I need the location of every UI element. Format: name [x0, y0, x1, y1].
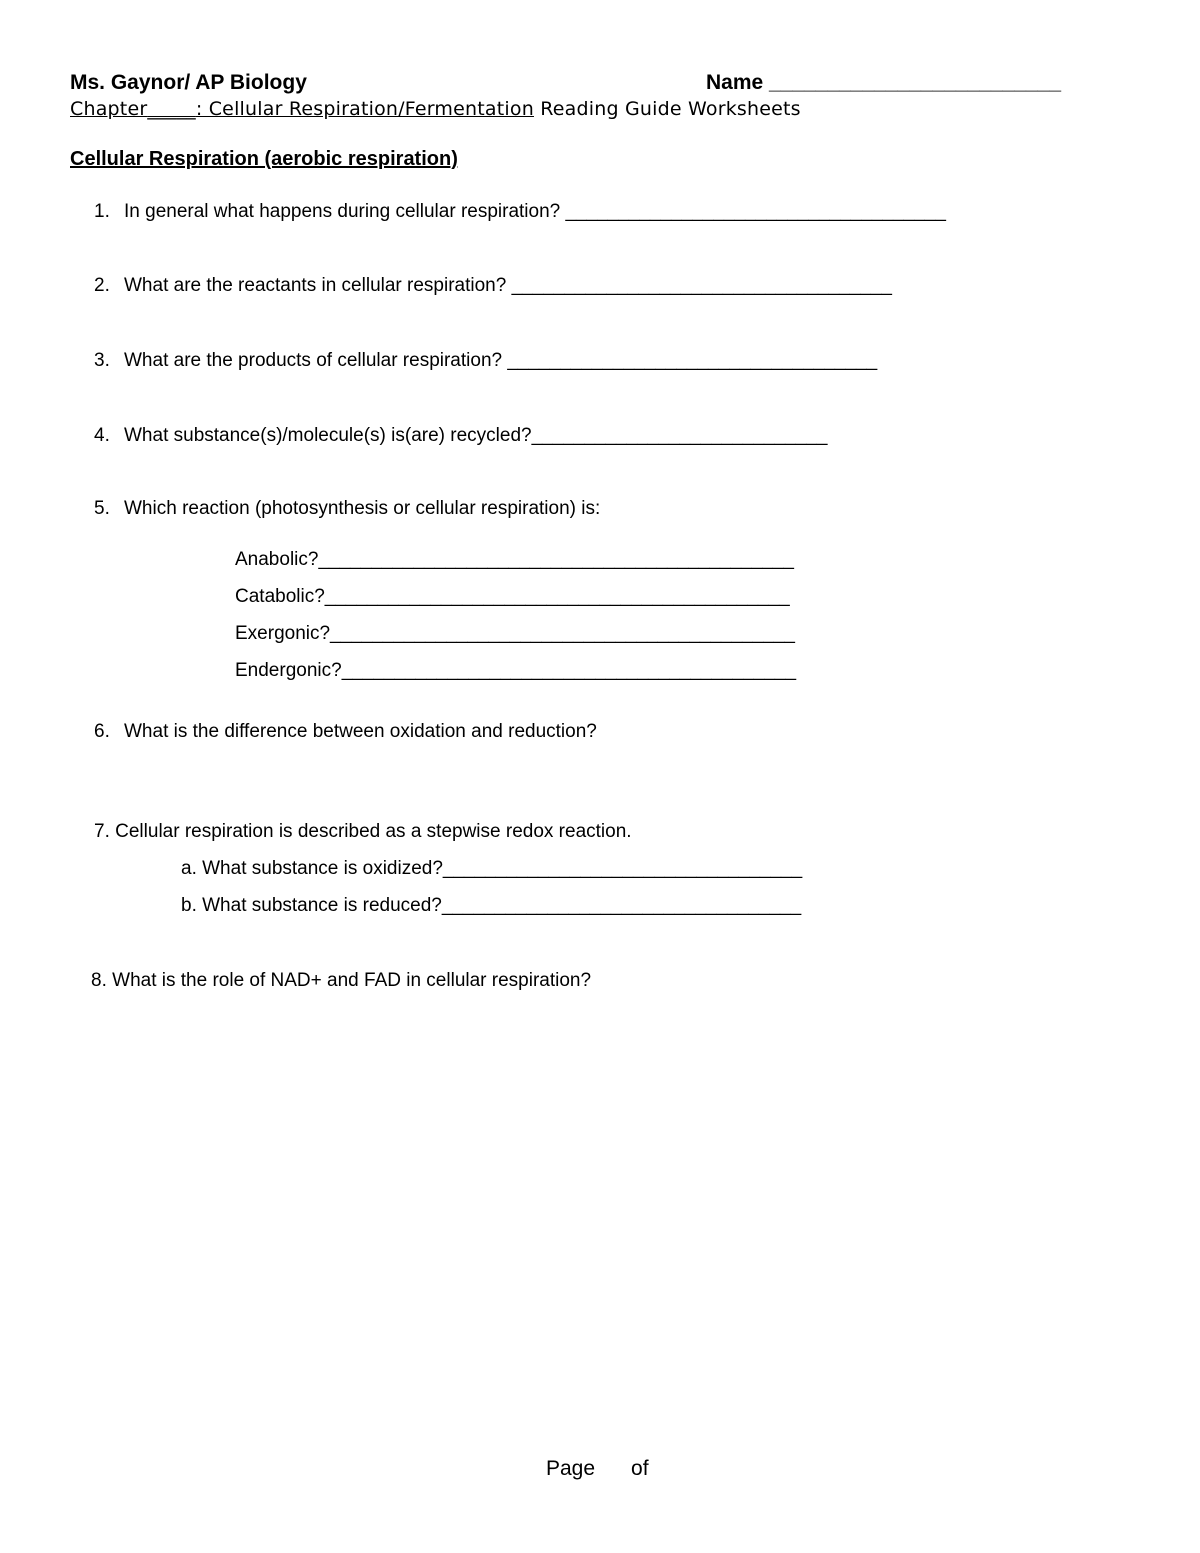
- section-title: Cellular Respiration (aerobic respiration): [70, 148, 458, 170]
- chapter-topic: : Cellular Respiration/Fermentation: [195, 98, 534, 120]
- chapter-blank: _____: [147, 98, 196, 120]
- question-3: 3. What are the products of cellular respiration? ___________________________________: [94, 350, 878, 371]
- page-label: Page: [546, 1457, 596, 1480]
- chapter-label: Chapter: [70, 98, 148, 120]
- page-footer: [546, 1457, 649, 1481]
- q5-catabolic: Catabolic?____________________________________________: [235, 586, 790, 607]
- q5-endergonic: Endergonic?___________________________________________: [235, 660, 797, 681]
- name-blank: _________________________: [769, 71, 1062, 94]
- question-7: 7. Cellular respiration is described as a stepwise redox reaction.: [94, 821, 632, 842]
- question-5: 5. Which reaction (photosynthesis or cellular respiration) is:: [94, 498, 601, 519]
- question-4: 4. What substance(s)/molecule(s) is(are) recycled?____________________________: [94, 425, 828, 446]
- q5-anabolic: Anabolic?_____________________________________________: [235, 549, 794, 570]
- chapter-suffix: Reading Guide Worksheets: [533, 98, 801, 120]
- chapter-line: [70, 98, 801, 120]
- course-title: Ms. Gaynor/ AP Biology: [70, 71, 307, 94]
- question-8: 8. What is the role of NAD+ and FAD in cellular respiration?: [91, 970, 592, 991]
- question-2: 2. What are the reactants in cellular respiration? ____________________________________: [94, 275, 892, 296]
- name-label: Name: [706, 71, 764, 94]
- question-1: 1. In general what happens during cellular respiration? ____________________________________: [94, 201, 946, 222]
- of-label: of: [631, 1457, 649, 1480]
- q7-reduced: b. What substance is reduced?__________________________________: [181, 895, 802, 916]
- q7-oxidized: a. What substance is oxidized?__________________________________: [181, 858, 803, 879]
- name-field: [706, 71, 1061, 95]
- q5-exergonic: Exergonic?____________________________________________: [235, 623, 795, 644]
- question-6: 6. What is the difference between oxidation and reduction?: [94, 721, 597, 742]
